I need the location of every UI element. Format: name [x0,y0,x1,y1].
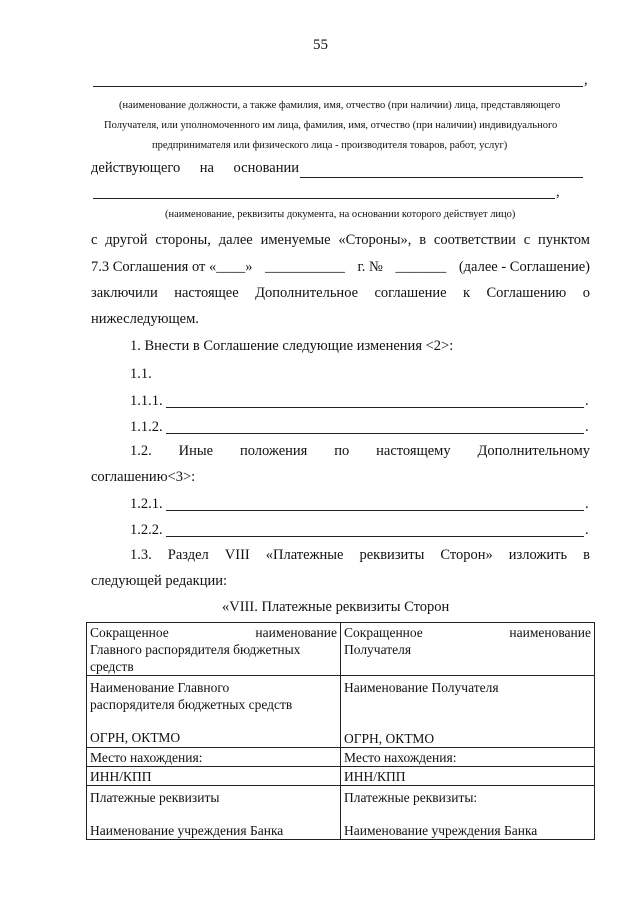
table-row [87,748,595,767]
item-1-2-1-blank-line [166,510,584,511]
table-row [87,676,595,748]
table-row [87,623,595,676]
right-inn-cell: ИНН/КПП [341,767,595,786]
item-1-2-line2: соглашению<3>: [91,469,196,485]
dot: . [585,393,589,409]
comma: , [556,184,560,200]
section-title: «VIII. Платежные реквизиты Сторон [222,599,450,615]
right-payment-cell: Платежные реквизиты: Наименование учреждения Банка [341,786,595,840]
caption-representative-line1: (наименование должности, а также фамилия, имя, отчество (при наличии) лица, представляющего [119,100,561,111]
caption-document: (наименование, реквизиты документа, на основании которого действует лицо) [165,209,516,220]
item-1-1: 1.1. [130,366,152,382]
page-number: 55 [313,37,328,53]
item-1-2-2: 1.2.2. [130,522,163,538]
acting-basis-text: действующего на основании [91,160,299,176]
item-1-2-2-blank-line [166,536,584,537]
left-name-cell: Наименование Главного распорядителя бюджетных средств ОГРН, ОКТМО [87,676,341,748]
para1-line2: 7.3 Соглашения от «____» ___________ г. № _______ (далее - Соглашение) [91,259,590,275]
caption-representative-line3: предпринимателя или физического лица - производителя товаров, работ, услуг) [152,140,508,151]
basis-blank-line [300,177,583,178]
left-inn-cell: ИНН/КПП [87,767,341,786]
comma: , [584,72,588,88]
right-location-cell: Место нахождения: [341,748,595,767]
item-1-3-line1: 1.3. Раздел VIII «Платежные реквизиты Сторон» изложить в [130,547,590,563]
item-1-1-1-blank-line [166,407,584,408]
left-payment-cell: Платежные реквизиты Наименование учреждения Банка [87,786,341,840]
caption-representative-line2: Получателя, или уполномоченного им лица, фамилия, имя, отчество (при наличии) индивидуального [104,120,558,131]
para1-line1: с другой стороны, далее именуемые «Стороны», в соответствии с пунктом [91,232,590,248]
table-row [87,786,595,840]
left-location-cell: Место нахождения: [87,748,341,767]
item-1-1-1: 1.1.1. [130,393,163,409]
right-name-cell: Наименование Получателя ОГРН, ОКТМО [341,676,595,748]
item-1-2-line1: 1.2. Иные положения по настоящему Дополнительному [130,443,590,459]
right-short-name-cell: Сокращенное наименование Получателя [341,623,595,676]
left-short-name-cell: Сокращенное наименование Главного распорядителя бюджетных средств [87,623,341,676]
item-1-3-line2: следующей редакции: [91,573,228,589]
dot: . [585,522,589,538]
dot: . [585,496,589,512]
table-row [87,767,595,786]
representative-blank-line [93,86,583,87]
item-1-2-1: 1.2.1. [130,496,163,512]
para1-line4: нижеследующем. [91,311,199,327]
para1-line3: заключили настоящее Дополнительное соглашение к Соглашению о [91,285,590,301]
item-1: 1. Внести в Соглашение следующие изменения <2>: [130,338,454,354]
payment-requisites-table [86,622,595,840]
document-blank-line [93,198,555,199]
dot: . [585,419,589,435]
item-1-1-2-blank-line [166,433,584,434]
item-1-1-2: 1.1.2. [130,419,163,435]
